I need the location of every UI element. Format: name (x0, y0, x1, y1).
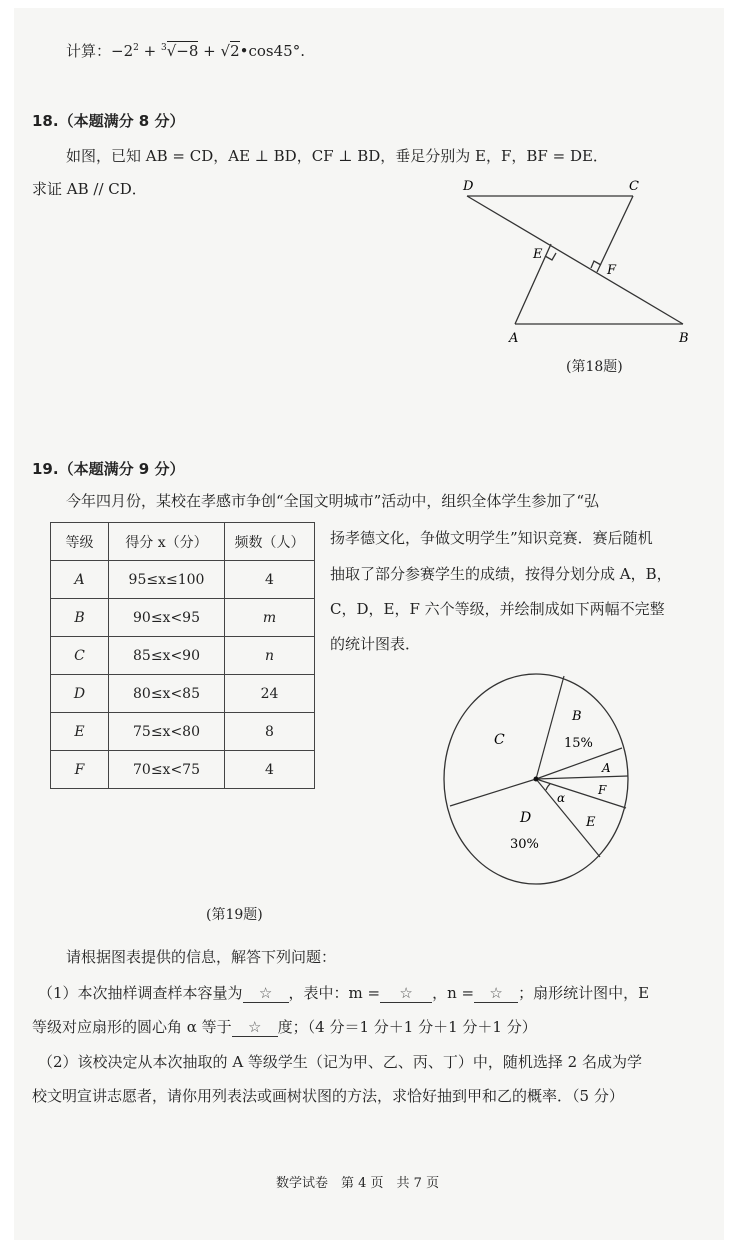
q18-caption: (第18题) (566, 359, 623, 375)
header-cell: 得分 x（分） (109, 523, 225, 561)
frequency-cell: n (225, 637, 315, 675)
frequency-cell: 8 (225, 713, 315, 751)
grade-cell: F (51, 751, 109, 789)
frequency-cell: m (225, 599, 315, 637)
grade-cell: D (51, 675, 109, 713)
pie-label-D-percent: 30% (510, 837, 539, 852)
q18-label-A: A (509, 331, 519, 346)
grade-cell: A (51, 561, 109, 599)
table-row (51, 599, 315, 637)
q19-pie-chart (440, 672, 640, 892)
table-row (51, 751, 315, 789)
q18-figure (455, 176, 695, 376)
table-row (51, 561, 315, 599)
q19-prompt: 请根据图表提供的信息，解答下列问题： (66, 948, 337, 966)
table-header-row (51, 523, 315, 561)
q18-label-F: F (607, 263, 617, 278)
pie-label-A: A (602, 761, 611, 775)
grade-table (50, 522, 315, 789)
frequency-cell: 4 (225, 751, 315, 789)
table-row (51, 713, 315, 751)
q19-caption: (第19题) (206, 907, 263, 923)
pie-label-alpha: α (557, 791, 566, 805)
pie-label-E: E (586, 815, 596, 830)
answer-blank-alpha: ☆ (232, 1018, 278, 1037)
q19-intro-line: 抽取了部分参赛学生的成绩，按得分划分成 A，B， (330, 565, 672, 583)
frequency-cell: 24 (225, 675, 315, 713)
score-cell: 85≤x<90 (109, 637, 225, 675)
pie-label-C: C (494, 732, 505, 748)
header-cell: 等级 (51, 523, 109, 561)
q18-prove: 求证 AB // CD． (32, 180, 147, 198)
q19-header: 19.（本题满分 9 分） (32, 460, 185, 478)
score-cell: 95≤x≤100 (109, 561, 225, 599)
answer-blank-m: ☆ (380, 984, 432, 1003)
pie-label-B: B (572, 709, 582, 724)
q18-label-B: B (679, 331, 689, 346)
q19-intro-line: C，D，E，F 六个等级，并绘制成如下两幅不完整 (330, 600, 665, 618)
score-cell: 80≤x<85 (109, 675, 225, 713)
q17-expression: 计算：$-2^2 + ^3√-8$ + √2•cos45°. (66, 42, 305, 60)
q19-part1-line2: 等级对应扇形的圆心角 α 等于 ☆ 度；（4 分＝1 分＋1 分＋1 分＋1 分） (32, 1018, 537, 1036)
header-cell: 频数（人） (225, 523, 315, 561)
q19-part1-line1: （1）本次抽样调查样本容量为 ☆ ，表中：m = ☆ ，n = ☆ ；扇形统计图中，E (38, 984, 650, 1002)
q19-intro-line: 扬孝德文化，争做文明学生”知识竞赛．赛后随机 (330, 529, 653, 547)
score-cell: 70≤x<75 (109, 751, 225, 789)
pie-label-B-percent: 15% (564, 736, 593, 751)
q18-header: 18.（本题满分 8 分） (32, 112, 185, 130)
table-row (51, 637, 315, 675)
pie-label-F: F (598, 783, 607, 797)
q18-statement: 如图，已知 AB = CD，AE ⊥ BD，CF ⊥ BD，垂足分别为 E，F，BF = DE． (66, 147, 608, 165)
table-row (51, 675, 315, 713)
q18-label-C: C (629, 179, 639, 194)
page-footer: 数学试卷 第 4 页 共 7 页 (276, 1176, 440, 1191)
score-cell: 90≤x<95 (109, 599, 225, 637)
q19-intro-first: 今年四月份，某校在孝感市争创“全国文明城市”活动中，组织全体学生参加了“弘 (66, 492, 600, 510)
frequency-cell: 4 (225, 561, 315, 599)
grade-cell: B (51, 599, 109, 637)
q19-part2-line1: （2）该校决定从本次抽取的 A 等级学生（记为甲、乙、丙、丁）中，随机选择 2 名成为学 (38, 1053, 642, 1071)
grade-cell: C (51, 637, 109, 675)
grade-cell: E (51, 713, 109, 751)
pie-label-D: D (520, 810, 532, 826)
q19-intro-line: 的统计图表． (330, 635, 421, 653)
answer-blank-n: ☆ (474, 984, 518, 1003)
q18-label-E: E (533, 247, 543, 262)
q18-label-D: D (463, 179, 474, 194)
answer-blank-sample-size: ☆ (243, 984, 289, 1003)
q19-part2-line2: 校文明宣讲志愿者，请你用列表法或画树状图的方法，求恰好抽到甲和乙的概率．（5 分） (32, 1087, 624, 1105)
score-cell: 75≤x<80 (109, 713, 225, 751)
